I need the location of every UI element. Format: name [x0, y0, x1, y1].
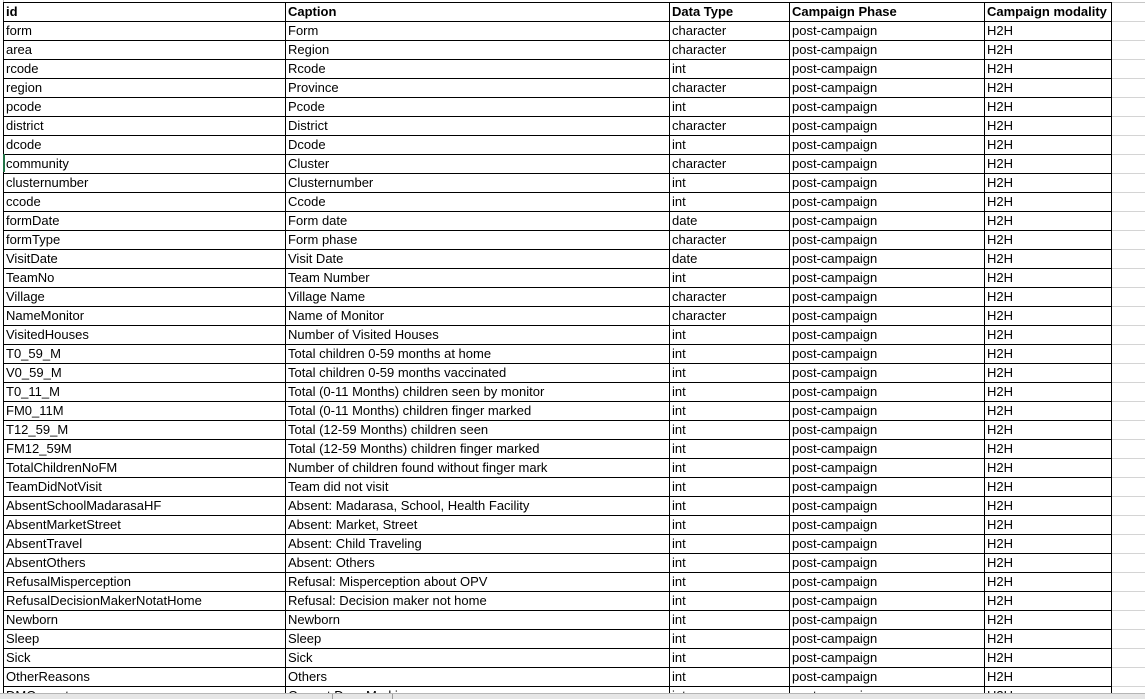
cell-id[interactable]: NameMonitor: [4, 307, 286, 326]
cell-campaign-phase[interactable]: post-campaign: [790, 345, 985, 364]
cell-campaign-phase[interactable]: post-campaign: [790, 79, 985, 98]
cell-caption[interactable]: Region: [286, 41, 670, 60]
cell-campaign-phase[interactable]: post-campaign: [790, 117, 985, 136]
cell-campaign-phase[interactable]: post-campaign: [790, 22, 985, 41]
cell-data-type[interactable]: int: [670, 193, 790, 212]
cell-campaign-phase[interactable]: post-campaign: [790, 155, 985, 174]
cell-campaign-modality[interactable]: H2H: [985, 117, 1112, 136]
cell-campaign-modality[interactable]: H2H: [985, 573, 1112, 592]
table-row: [4, 41, 1112, 60]
cell-caption[interactable]: Rcode: [286, 60, 670, 79]
cell-data-type[interactable]: character: [670, 22, 790, 41]
table-row: [4, 345, 1112, 364]
cell-campaign-phase[interactable]: post-campaign: [790, 668, 985, 687]
cell-campaign-phase[interactable]: post-campaign: [790, 136, 985, 155]
cell-data-type[interactable]: int: [670, 421, 790, 440]
cell-id[interactable]: TeamNo: [4, 269, 286, 288]
cell-caption[interactable]: Absent: Others: [286, 554, 670, 573]
cell-data-type[interactable]: int: [670, 459, 790, 478]
cell-campaign-modality[interactable]: H2H: [985, 212, 1112, 231]
cell-data-type[interactable]: character: [670, 155, 790, 174]
table-row: [4, 250, 1112, 269]
table-body: [4, 22, 1112, 699]
cell-data-type[interactable]: character: [670, 41, 790, 60]
cell-id[interactable]: RefusalDecisionMakerNotatHome: [4, 592, 286, 611]
cell-campaign-phase[interactable]: post-campaign: [790, 459, 985, 478]
cell-campaign-modality[interactable]: H2H: [985, 630, 1112, 649]
cell-campaign-modality[interactable]: H2H: [985, 554, 1112, 573]
table-row: [4, 611, 1112, 630]
cell-id[interactable]: region: [4, 79, 286, 98]
cell-id[interactable]: form: [4, 22, 286, 41]
cell-data-type[interactable]: int: [670, 269, 790, 288]
table-row: [4, 155, 1112, 174]
cell-caption[interactable]: Newborn: [286, 611, 670, 630]
cell-id[interactable]: community: [4, 155, 286, 174]
cell-id[interactable]: clusternumber: [4, 174, 286, 193]
cell-id[interactable]: dcode: [4, 136, 286, 155]
cell-campaign-phase[interactable]: post-campaign: [790, 554, 985, 573]
cell-caption[interactable]: Cluster: [286, 155, 670, 174]
cell-campaign-modality[interactable]: H2H: [985, 668, 1112, 687]
cell-id[interactable]: VisitDate: [4, 250, 286, 269]
cell-id[interactable]: rcode: [4, 60, 286, 79]
cell-data-type[interactable]: character: [670, 288, 790, 307]
cell-campaign-modality[interactable]: H2H: [985, 22, 1112, 41]
cell-campaign-phase[interactable]: post-campaign: [790, 611, 985, 630]
cell-data-type[interactable]: int: [670, 345, 790, 364]
cell-caption[interactable]: Ccode: [286, 193, 670, 212]
cell-campaign-phase[interactable]: post-campaign: [790, 535, 985, 554]
cell-campaign-phase[interactable]: post-campaign: [790, 573, 985, 592]
table-row: [4, 402, 1112, 421]
cell-id[interactable]: ccode: [4, 193, 286, 212]
cell-caption[interactable]: Sleep: [286, 630, 670, 649]
header-cell-id[interactable]: id: [4, 3, 286, 22]
cell-caption[interactable]: Total (0-11 Months) children finger marked: [286, 402, 670, 421]
cell-caption[interactable]: Pcode: [286, 98, 670, 117]
cell-data-type[interactable]: int: [670, 364, 790, 383]
cell-id[interactable]: T0_59_M: [4, 345, 286, 364]
table-row: [4, 288, 1112, 307]
cell-caption[interactable]: Total children 0-59 months vaccinated: [286, 364, 670, 383]
table-row: [4, 668, 1112, 687]
cell-data-type[interactable]: int: [670, 516, 790, 535]
cell-data-type[interactable]: date: [670, 212, 790, 231]
cell-data-type[interactable]: int: [670, 630, 790, 649]
cell-campaign-phase[interactable]: post-campaign: [790, 478, 985, 497]
cell-campaign-phase[interactable]: post-campaign: [790, 326, 985, 345]
cell-campaign-modality[interactable]: H2H: [985, 364, 1112, 383]
cell-campaign-phase[interactable]: post-campaign: [790, 193, 985, 212]
header-cell-campaign-phase[interactable]: Campaign Phase: [790, 3, 985, 22]
table-row: [4, 630, 1112, 649]
cell-data-type[interactable]: int: [670, 497, 790, 516]
cell-id[interactable]: Newborn: [4, 611, 286, 630]
cell-id[interactable]: area: [4, 41, 286, 60]
cell-id[interactable]: AbsentOthers: [4, 554, 286, 573]
cell-caption[interactable]: Form: [286, 22, 670, 41]
cell-id[interactable]: TotalChildrenNoFM: [4, 459, 286, 478]
header-cell-data-type[interactable]: Data Type: [670, 3, 790, 22]
table-row: [4, 79, 1112, 98]
cell-campaign-modality[interactable]: H2H: [985, 402, 1112, 421]
cell-data-type[interactable]: int: [670, 554, 790, 573]
cell-caption[interactable]: Sick: [286, 649, 670, 668]
cell-id[interactable]: Sleep: [4, 630, 286, 649]
cell-caption[interactable]: Dcode: [286, 136, 670, 155]
cell-caption[interactable]: Absent: Child Traveling: [286, 535, 670, 554]
cell-campaign-phase[interactable]: post-campaign: [790, 421, 985, 440]
cell-campaign-modality[interactable]: H2H: [985, 193, 1112, 212]
cell-data-type[interactable]: character: [670, 117, 790, 136]
cell-data-type[interactable]: int: [670, 440, 790, 459]
cell-data-type[interactable]: int: [670, 383, 790, 402]
cell-campaign-modality[interactable]: H2H: [985, 592, 1112, 611]
table-row: [4, 60, 1112, 79]
table-row: [4, 554, 1112, 573]
cell-data-type[interactable]: character: [670, 231, 790, 250]
cell-campaign-phase[interactable]: post-campaign: [790, 592, 985, 611]
cell-campaign-modality[interactable]: H2H: [985, 440, 1112, 459]
cell-caption[interactable]: Total (12-59 Months) children finger marked: [286, 440, 670, 459]
cell-campaign-modality[interactable]: H2H: [985, 136, 1112, 155]
cell-campaign-modality[interactable]: H2H: [985, 459, 1112, 478]
cell-id[interactable]: Sick: [4, 649, 286, 668]
cell-data-type[interactable]: int: [670, 668, 790, 687]
header-cell-campaign-modality[interactable]: Campaign modality: [985, 3, 1112, 22]
cell-id[interactable]: formType: [4, 231, 286, 250]
cell-campaign-modality[interactable]: H2H: [985, 307, 1112, 326]
cell-campaign-modality[interactable]: H2H: [985, 421, 1112, 440]
cell-campaign-modality[interactable]: H2H: [985, 345, 1112, 364]
table-row: [4, 98, 1112, 117]
data-dictionary-table: [3, 2, 1112, 699]
cell-campaign-modality[interactable]: H2H: [985, 269, 1112, 288]
cell-caption[interactable]: Number of Visited Houses: [286, 326, 670, 345]
cell-campaign-phase[interactable]: post-campaign: [790, 364, 985, 383]
cell-id[interactable]: FM12_59M: [4, 440, 286, 459]
cell-campaign-modality[interactable]: H2H: [985, 41, 1112, 60]
scrollbar-divider: [332, 694, 333, 699]
cell-caption[interactable]: Name of Monitor: [286, 307, 670, 326]
table-row: [4, 326, 1112, 345]
cell-campaign-modality[interactable]: H2H: [985, 478, 1112, 497]
cell-caption[interactable]: District: [286, 117, 670, 136]
cell-id[interactable]: FM0_11M: [4, 402, 286, 421]
cell-caption[interactable]: Team did not visit: [286, 478, 670, 497]
cell-campaign-phase[interactable]: post-campaign: [790, 383, 985, 402]
cell-caption[interactable]: Total (0-11 Months) children seen by monitor: [286, 383, 670, 402]
cell-campaign-phase[interactable]: post-campaign: [790, 516, 985, 535]
cell-caption[interactable]: Total children 0-59 months at home: [286, 345, 670, 364]
cell-data-type[interactable]: int: [670, 326, 790, 345]
cell-id[interactable]: Village: [4, 288, 286, 307]
cell-campaign-phase[interactable]: post-campaign: [790, 60, 985, 79]
cell-campaign-modality[interactable]: H2H: [985, 497, 1112, 516]
table-row: [4, 573, 1112, 592]
cell-data-type[interactable]: int: [670, 649, 790, 668]
cell-campaign-modality[interactable]: H2H: [985, 516, 1112, 535]
empty-grid-column[interactable]: [1111, 2, 1145, 699]
table-row: [4, 136, 1112, 155]
cell-data-type[interactable]: int: [670, 478, 790, 497]
cell-campaign-phase[interactable]: post-campaign: [790, 98, 985, 117]
cell-id[interactable]: T12_59_M: [4, 421, 286, 440]
cell-campaign-phase[interactable]: post-campaign: [790, 212, 985, 231]
active-cell-indicator: [3, 154, 5, 172]
cell-campaign-phase[interactable]: post-campaign: [790, 402, 985, 421]
table-row: [4, 459, 1112, 478]
cell-campaign-phase[interactable]: post-campaign: [790, 630, 985, 649]
cell-campaign-modality[interactable]: H2H: [985, 611, 1112, 630]
cell-campaign-modality[interactable]: H2H: [985, 98, 1112, 117]
cell-caption[interactable]: Refusal: Decision maker not home: [286, 592, 670, 611]
table-row: [4, 478, 1112, 497]
cell-id[interactable]: formDate: [4, 212, 286, 231]
cell-campaign-modality[interactable]: H2H: [985, 155, 1112, 174]
cell-campaign-phase[interactable]: post-campaign: [790, 288, 985, 307]
table-row: [4, 231, 1112, 250]
table-row: [4, 22, 1112, 41]
cell-caption[interactable]: Number of children found without finger mark: [286, 459, 670, 478]
cell-data-type[interactable]: int: [670, 535, 790, 554]
cell-data-type[interactable]: int: [670, 174, 790, 193]
cell-campaign-modality[interactable]: H2H: [985, 60, 1112, 79]
cell-caption[interactable]: Team Number: [286, 269, 670, 288]
cell-caption[interactable]: Others: [286, 668, 670, 687]
table-row: [4, 174, 1112, 193]
cell-data-type[interactable]: character: [670, 79, 790, 98]
cell-caption[interactable]: Province: [286, 79, 670, 98]
cell-id[interactable]: district: [4, 117, 286, 136]
table-row: [4, 383, 1112, 402]
cell-campaign-modality[interactable]: H2H: [985, 174, 1112, 193]
cell-campaign-modality[interactable]: H2H: [985, 231, 1112, 250]
scrollbar-divider: [392, 694, 393, 699]
cell-id[interactable]: T0_11_M: [4, 383, 286, 402]
cell-caption[interactable]: Refusal: Misperception about OPV: [286, 573, 670, 592]
cell-campaign-modality[interactable]: H2H: [985, 288, 1112, 307]
table-row: [4, 307, 1112, 326]
horizontal-scrollbar-area[interactable]: [0, 693, 1145, 699]
cell-campaign-modality[interactable]: H2H: [985, 326, 1112, 345]
cell-campaign-modality[interactable]: H2H: [985, 649, 1112, 668]
cell-campaign-modality[interactable]: H2H: [985, 535, 1112, 554]
table-row: [4, 440, 1112, 459]
cell-id[interactable]: AbsentTravel: [4, 535, 286, 554]
cell-caption[interactable]: Visit Date: [286, 250, 670, 269]
cell-caption[interactable]: Form date: [286, 212, 670, 231]
cell-caption[interactable]: Absent: Market, Street: [286, 516, 670, 535]
cell-data-type[interactable]: int: [670, 60, 790, 79]
table-row: [4, 592, 1112, 611]
table-row: [4, 497, 1112, 516]
cell-campaign-modality[interactable]: H2H: [985, 79, 1112, 98]
cell-id[interactable]: VisitedHouses: [4, 326, 286, 345]
cell-campaign-phase[interactable]: post-campaign: [790, 497, 985, 516]
header-cell-caption[interactable]: Caption: [286, 3, 670, 22]
cell-campaign-phase[interactable]: post-campaign: [790, 440, 985, 459]
cell-data-type[interactable]: int: [670, 573, 790, 592]
cell-id[interactable]: AbsentMarketStreet: [4, 516, 286, 535]
table-row: [4, 516, 1112, 535]
table-row: [4, 649, 1112, 668]
cell-data-type[interactable]: int: [670, 402, 790, 421]
cell-caption[interactable]: Village Name: [286, 288, 670, 307]
cell-data-type[interactable]: int: [670, 592, 790, 611]
cell-data-type[interactable]: int: [670, 98, 790, 117]
cell-campaign-phase[interactable]: post-campaign: [790, 250, 985, 269]
cell-id[interactable]: RefusalMisperception: [4, 573, 286, 592]
cell-caption[interactable]: Form phase: [286, 231, 670, 250]
cell-caption[interactable]: Total (12-59 Months) children seen: [286, 421, 670, 440]
cell-id[interactable]: pcode: [4, 98, 286, 117]
table-row: [4, 212, 1112, 231]
table-row: [4, 117, 1112, 136]
table-row: [4, 535, 1112, 554]
table-row: [4, 364, 1112, 383]
table-row: [4, 193, 1112, 212]
cell-campaign-phase[interactable]: post-campaign: [790, 269, 985, 288]
header-row: [4, 3, 1112, 22]
cell-campaign-phase[interactable]: post-campaign: [790, 307, 985, 326]
cell-data-type[interactable]: date: [670, 250, 790, 269]
cell-campaign-modality[interactable]: H2H: [985, 250, 1112, 269]
cell-id[interactable]: OtherReasons: [4, 668, 286, 687]
table-row: [4, 421, 1112, 440]
cell-campaign-phase[interactable]: post-campaign: [790, 41, 985, 60]
cell-campaign-phase[interactable]: post-campaign: [790, 174, 985, 193]
cell-id[interactable]: TeamDidNotVisit: [4, 478, 286, 497]
cell-caption[interactable]: Clusternumber: [286, 174, 670, 193]
cell-campaign-phase[interactable]: post-campaign: [790, 649, 985, 668]
cell-id[interactable]: AbsentSchoolMadarasaHF: [4, 497, 286, 516]
cell-data-type[interactable]: int: [670, 136, 790, 155]
cell-data-type[interactable]: int: [670, 611, 790, 630]
cell-campaign-modality[interactable]: H2H: [985, 383, 1112, 402]
cell-data-type[interactable]: character: [670, 307, 790, 326]
cell-id[interactable]: V0_59_M: [4, 364, 286, 383]
cell-campaign-phase[interactable]: post-campaign: [790, 231, 985, 250]
cell-caption[interactable]: Absent: Madarasa, School, Health Facility: [286, 497, 670, 516]
table-row: [4, 269, 1112, 288]
